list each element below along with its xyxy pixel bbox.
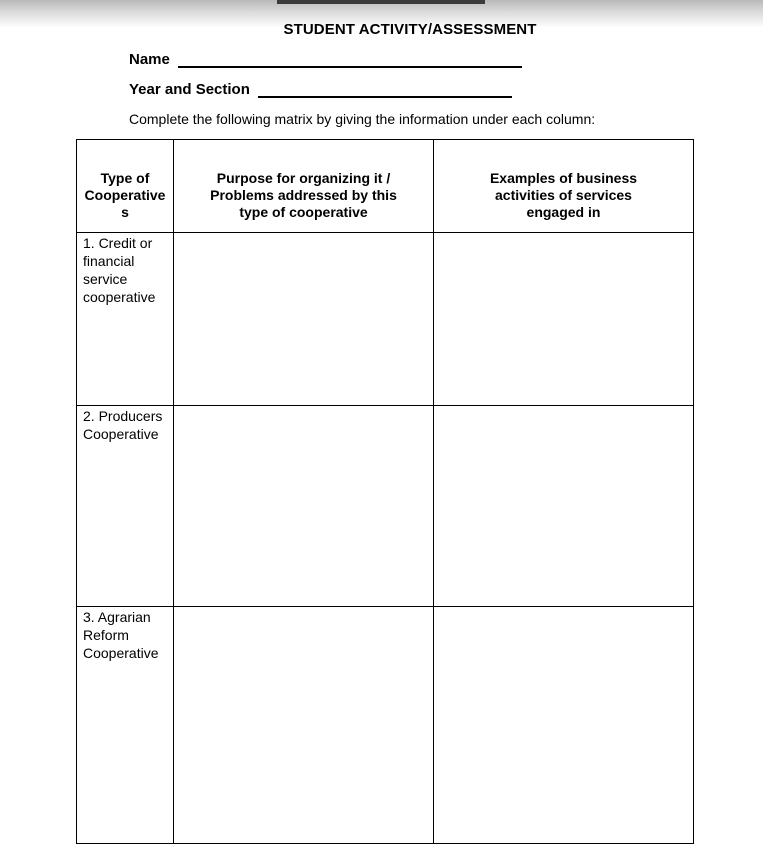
viewer-top-bar bbox=[277, 0, 485, 4]
type-cell-credit: 1. Credit or financial service cooperative bbox=[77, 233, 174, 406]
name-blank-line bbox=[178, 51, 522, 68]
purpose-cell-producers[interactable] bbox=[174, 406, 434, 607]
type-cell-producers: 2. Producers Cooperative bbox=[77, 406, 174, 607]
type-cell-agrarian: 3. Agrarian Reform Cooperative bbox=[77, 607, 174, 844]
table-row bbox=[77, 607, 694, 844]
header-examples: Examples of business activities of services engaged in bbox=[434, 140, 694, 233]
table-header-row bbox=[77, 140, 694, 233]
page-title: STUDENT ACTIVITY/ASSESSMENT bbox=[283, 21, 537, 38]
examples-cell-producers[interactable] bbox=[434, 406, 694, 607]
year-section-field-row bbox=[129, 81, 512, 98]
year-section-label: Year and Section bbox=[129, 81, 250, 98]
table-row bbox=[77, 233, 694, 406]
name-label: Name bbox=[129, 51, 170, 68]
purpose-cell-credit[interactable] bbox=[174, 233, 434, 406]
examples-cell-credit[interactable] bbox=[434, 233, 694, 406]
name-field-row bbox=[129, 51, 522, 68]
header-purpose: Purpose for organizing it / Problems addressed by this type of cooperative bbox=[174, 140, 434, 233]
table-row bbox=[77, 406, 694, 607]
examples-cell-agrarian[interactable] bbox=[434, 607, 694, 844]
purpose-cell-agrarian[interactable] bbox=[174, 607, 434, 844]
cooperative-matrix-table bbox=[76, 139, 694, 844]
instruction-text: Complete the following matrix by giving the information under each column: bbox=[129, 111, 596, 127]
year-section-blank-line bbox=[258, 81, 512, 98]
header-type-of-cooperatives: Type of Cooperative s bbox=[77, 140, 174, 233]
